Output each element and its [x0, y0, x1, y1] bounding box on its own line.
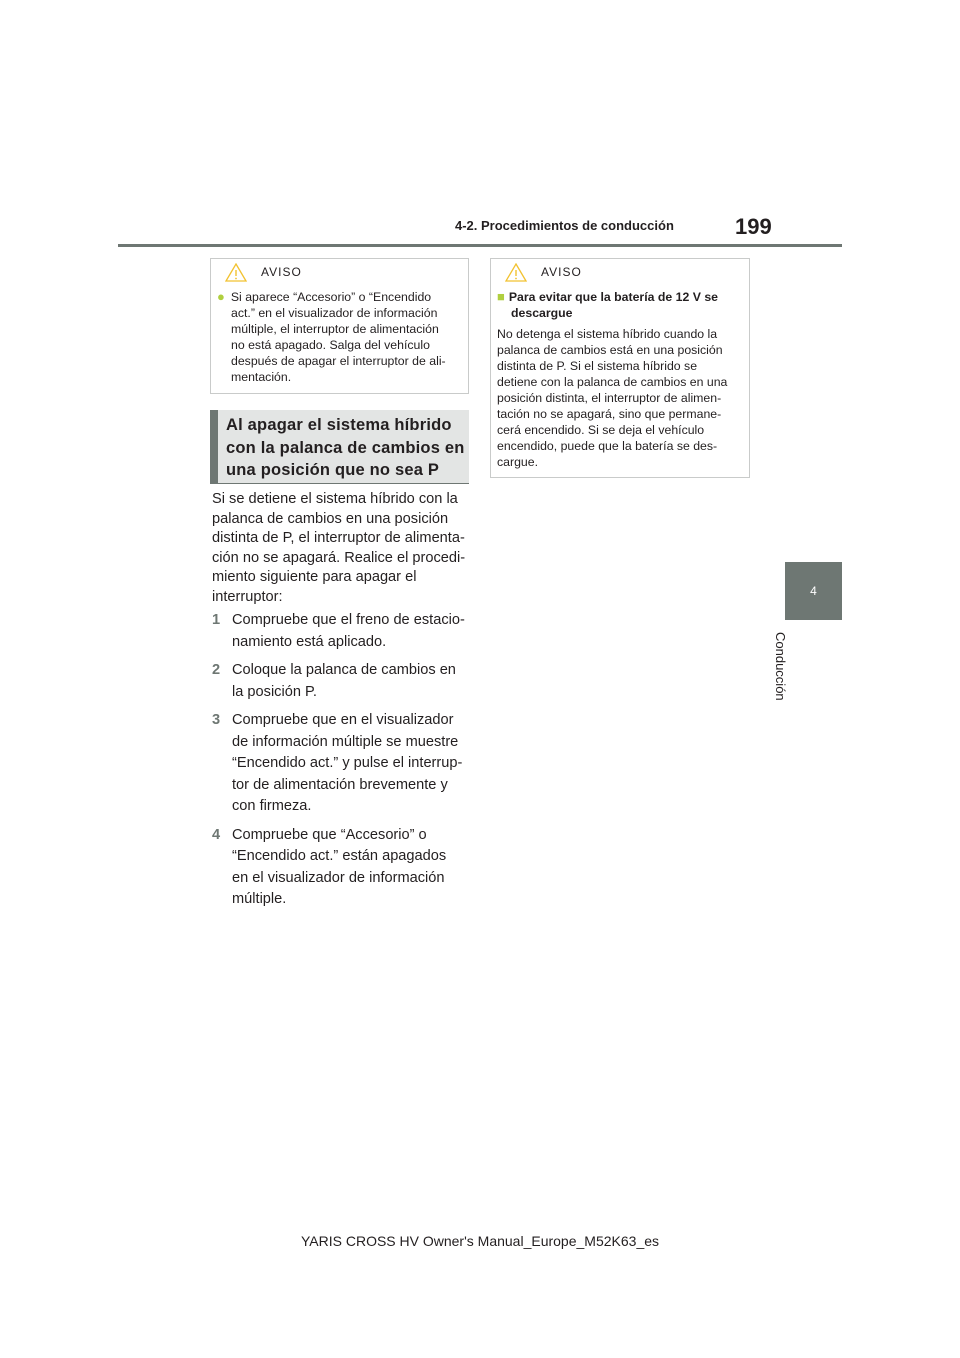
chapter-tab [785, 562, 842, 620]
warning-line: posición distinta, el interruptor de alimen- [497, 391, 722, 405]
warning-bullet-paragraph [217, 289, 460, 385]
step-line: con firmeza. [232, 798, 312, 814]
section-heading-line: Al apagar el sistema híbrido [226, 416, 452, 434]
warning-line: no está apagado. Salga del vehículo [231, 338, 430, 352]
section-heading-box [210, 410, 469, 484]
warning-line: detiene con la palanca de cambios en una [497, 375, 728, 389]
warning-line: tación no se apagará, sino que permane- [497, 407, 722, 421]
step-line: múltiple. [232, 891, 287, 907]
chapter-number: 4 [810, 584, 817, 598]
step-item [212, 610, 474, 653]
warning-triangle-icon [505, 263, 527, 282]
step-item [212, 825, 474, 911]
step-line: namiento está aplicado. [232, 633, 387, 650]
warning-line: múltiple, el interruptor de alimentación [231, 322, 439, 336]
step-item [212, 710, 474, 818]
section-heading [226, 414, 471, 482]
step-line: “Encendido act.” y pulse el interrup- [232, 755, 463, 771]
warning-line: act.” en el visualizador de información [231, 306, 438, 320]
warning-subheading [497, 289, 741, 321]
intro-paragraph [212, 490, 472, 608]
section-heading-line: una posición que no sea P [226, 461, 440, 479]
warning-line: mentación. [231, 370, 292, 384]
warning-line: Si aparece “Accesorio” o “Encendido [230, 290, 432, 304]
warning-line: distinta de P. Si el sistema híbrido se [497, 359, 698, 373]
bullet-square-icon: ■ [497, 289, 505, 304]
body-line: ción no se apagará. Realice el procedi- [212, 549, 466, 566]
step-line: en el visualizador de información [232, 869, 445, 886]
warning-body [217, 289, 460, 385]
warning-paragraph [497, 326, 741, 470]
warning-header [491, 259, 749, 283]
warning-line: cargue. [497, 455, 539, 469]
step-number: 1 [212, 612, 221, 628]
warning-box-accessory [210, 258, 469, 394]
warning-line: palanca de cambios está en una posición [497, 343, 723, 357]
body-line: Si se detiene el sistema híbrido con la [212, 491, 458, 507]
step-line: de información múltiple se muestre [232, 733, 459, 750]
header-section-title: 4-2. Procedimientos de conducción [455, 218, 674, 233]
bullet-circle-icon: ● [217, 289, 225, 304]
section-heading-line: con la palanca de cambios en [226, 438, 465, 457]
warning-line: cerá encendido. Si se deja el vehículo [497, 423, 705, 437]
header-rule [118, 244, 842, 247]
warning-line: encendido, puede que la batería se des- [497, 439, 718, 453]
step-number: 3 [212, 712, 221, 728]
step-number: 2 [212, 662, 221, 678]
step-item [212, 660, 474, 703]
step-line: Compruebe que el freno de estacio- [232, 612, 465, 628]
step-number: 4 [212, 826, 221, 843]
procedure-steps [212, 610, 474, 918]
body-line: palanca de cambios en una posición [212, 510, 449, 527]
step-line: Compruebe que en el visualizador [232, 712, 454, 728]
warning-line: después de apagar el interruptor de ali- [231, 354, 446, 368]
body-line: miento siguiente para apagar el [212, 569, 417, 586]
warning-body [497, 289, 741, 470]
page-number: 199 [735, 214, 772, 239]
step-line: “Encendido act.” están apagados [232, 848, 447, 864]
warning-line: No detenga el sistema híbrido cuando la [497, 327, 718, 341]
warning-box-battery [490, 258, 750, 478]
warning-title: AVISO [541, 265, 582, 279]
step-line: tor de alimentación brevemente y [232, 776, 448, 793]
page-footer: YARIS CROSS HV Owner's Manual_Europe_M52K63_es [300, 1233, 660, 1249]
step-line: Compruebe que “Accesorio” o [232, 826, 427, 843]
warning-triangle-icon [225, 263, 247, 282]
warning-header [211, 259, 468, 283]
body-line: distinta de P, el interruptor de alimenta- [212, 530, 465, 547]
step-line: Coloque la palanca de cambios en [232, 662, 456, 678]
warning-title: AVISO [261, 265, 302, 279]
warning-subheading-line: Para evitar que la batería de 12 V se [508, 290, 719, 304]
warning-subheading-line: descargue [511, 306, 573, 320]
chapter-label [768, 632, 818, 712]
chapter-label-text: Conducción [773, 632, 788, 701]
step-line: la posición P. [232, 683, 317, 700]
body-line: interruptor: [212, 588, 283, 605]
